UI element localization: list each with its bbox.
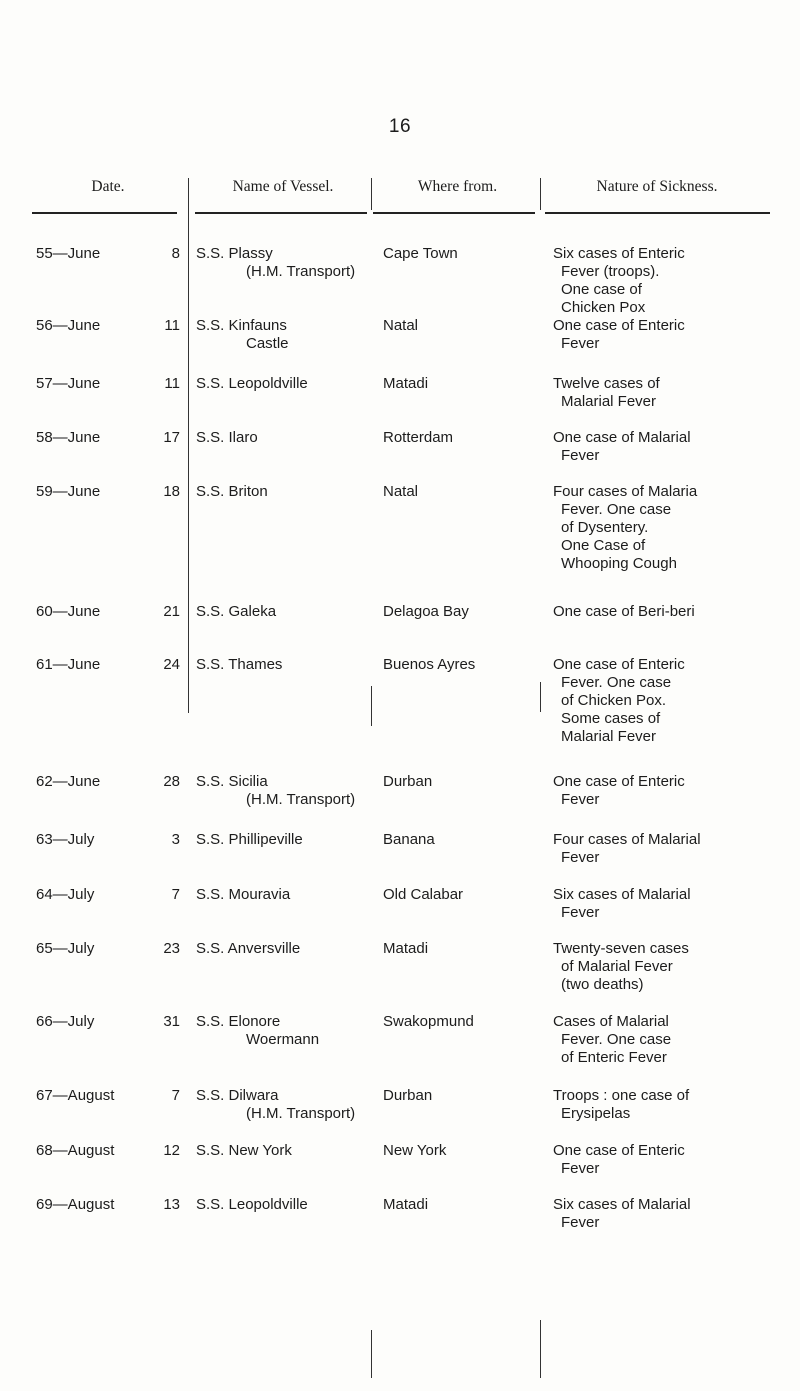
row-nature-of-sickness <box>553 940 763 994</box>
sickness-line: (two deaths) <box>561 976 644 993</box>
row-vessel <box>196 831 371 849</box>
vessel-line: S.S. Dilwara <box>196 1087 279 1104</box>
page-number: 16 <box>388 116 412 137</box>
sickness-line: Fever <box>561 1214 600 1231</box>
row-day: 23 <box>163 940 180 957</box>
row-date: 69—August <box>36 1196 115 1213</box>
row-vessel <box>196 483 371 501</box>
row-date: 56—June <box>36 317 101 334</box>
row-where-from: Cape Town <box>383 245 458 262</box>
column-divider-2 <box>371 178 372 210</box>
row-nature-of-sickness <box>553 1142 763 1178</box>
sickness-line: Six cases of Malarial <box>553 1196 691 1213</box>
row-day: 17 <box>163 429 180 446</box>
vessel-line: S.S. Galeka <box>196 603 277 620</box>
sickness-line: Chicken Pox <box>561 299 646 316</box>
row-nature-of-sickness <box>553 886 763 922</box>
row-date: 57—June <box>36 375 101 392</box>
sickness-line: One case of Enteric <box>553 773 685 790</box>
row-where-from: Matadi <box>383 940 429 957</box>
row-where-from: Buenos Ayres <box>383 656 476 673</box>
sickness-line: One case of Beri-beri <box>553 603 695 620</box>
row-vessel <box>196 375 371 393</box>
row-nature-of-sickness <box>553 1196 763 1232</box>
row-where-from: Matadi <box>383 375 429 392</box>
vessel-line: S.S. Phillipeville <box>196 831 303 848</box>
row-nature-of-sickness <box>553 656 763 746</box>
row-nature-of-sickness <box>553 1013 763 1067</box>
row-vessel <box>196 656 371 674</box>
sickness-line: One case of <box>561 281 642 298</box>
row-where-from: New York <box>383 1142 447 1159</box>
row-nature-of-sickness <box>553 483 763 573</box>
sickness-line: Fever <box>561 849 600 866</box>
sickness-line: of Malarial Fever <box>561 958 673 975</box>
column-header-date: Date. <box>91 178 125 195</box>
header-rule-nature <box>545 212 770 214</box>
row-date: 64—July <box>36 886 95 903</box>
row-nature-of-sickness <box>553 429 763 465</box>
row-vessel <box>196 245 371 281</box>
vessel-line: S.S. Leopoldville <box>196 1196 308 1213</box>
vessel-line: S.S. New York <box>196 1142 292 1159</box>
row-day: 21 <box>163 603 180 620</box>
row-nature-of-sickness <box>553 603 763 621</box>
row-vessel <box>196 1196 371 1214</box>
sickness-line: Six cases of Enteric <box>553 245 685 262</box>
sickness-line: Fever. One case <box>561 674 672 691</box>
row-nature-of-sickness <box>553 317 763 353</box>
sickness-line: Some cases of <box>561 710 661 727</box>
sickness-line: Fever <box>561 447 600 464</box>
row-nature-of-sickness <box>553 773 763 809</box>
sickness-line: One case of Enteric <box>553 317 685 334</box>
row-where-from: Old Calabar <box>383 886 464 903</box>
row-vessel <box>196 317 371 353</box>
row-where-from: Delagoa Bay <box>383 603 469 620</box>
sickness-line: One case of Enteric <box>553 1142 685 1159</box>
row-where-from: Durban <box>383 773 433 790</box>
vessel-line: Castle <box>246 335 289 352</box>
sickness-line: Whooping Cough <box>561 555 677 572</box>
row-day: 3 <box>171 831 180 848</box>
sickness-line: Twelve cases of <box>553 375 660 392</box>
row-date: 61—June <box>36 656 101 673</box>
row-date: 68—August <box>36 1142 115 1159</box>
vessel-line: S.S. Thames <box>196 656 283 673</box>
sickness-line: One case of Enteric <box>553 656 685 673</box>
column-divider-3 <box>540 178 541 210</box>
row-where-from: Swakopmund <box>383 1013 474 1030</box>
row-day: 31 <box>163 1013 180 1030</box>
vessel-line: S.S. Kinfauns <box>196 317 287 334</box>
sickness-line: of Chicken Pox. <box>561 692 667 709</box>
column-divider-7 <box>371 1330 372 1378</box>
sickness-line: Malarial Fever <box>561 393 657 410</box>
row-where-from: Banana <box>383 831 435 848</box>
vessel-line: S.S. Sicilia <box>196 773 268 790</box>
sickness-line: Fever <box>561 904 600 921</box>
sickness-line: Four cases of Malaria <box>553 483 698 500</box>
row-where-from: Matadi <box>383 1196 429 1213</box>
row-day: 8 <box>171 245 180 262</box>
column-divider-1 <box>188 178 189 713</box>
row-day: 11 <box>164 317 180 334</box>
header-rule-date <box>32 212 177 214</box>
row-where-from: Natal <box>383 483 419 500</box>
column-header-where-from: Where from. <box>417 178 498 195</box>
row-day: 7 <box>171 886 180 903</box>
sickness-line: of Dysentery. <box>561 519 649 536</box>
row-date: 60—June <box>36 603 101 620</box>
sickness-line: Fever <box>561 791 600 808</box>
row-vessel <box>196 1013 371 1049</box>
column-header-nature-of-sickness: Nature of Sickness. <box>596 178 718 195</box>
row-vessel <box>196 1087 371 1123</box>
vessel-line: (H.M. Transport) <box>246 1105 356 1122</box>
row-day: 24 <box>163 656 180 673</box>
row-day: 28 <box>163 773 180 790</box>
row-date: 67—August <box>36 1087 115 1104</box>
vessel-line: S.S. Briton <box>196 483 268 500</box>
sickness-line: Fever <box>561 1160 600 1177</box>
header-rule-vessel <box>195 212 367 214</box>
vessel-line: S.S. Plassy <box>196 245 273 262</box>
column-header-vessel: Name of Vessel. <box>232 178 334 195</box>
sickness-line: Twenty-seven cases <box>553 940 689 957</box>
row-nature-of-sickness <box>553 1087 763 1123</box>
sickness-line: Cases of Malarial <box>553 1013 669 1030</box>
row-nature-of-sickness <box>553 375 763 411</box>
sickness-line: Fever. One case <box>561 501 672 518</box>
row-date: 65—July <box>36 940 95 957</box>
row-date: 58—June <box>36 429 101 446</box>
vessel-line: S.S. Ilaro <box>196 429 258 446</box>
sickness-line: Troops : one case of <box>553 1087 690 1104</box>
row-day: 7 <box>171 1087 180 1104</box>
column-divider-5 <box>371 686 372 726</box>
header-rule-where <box>373 212 535 214</box>
vessel-line: S.S. Mouravia <box>196 886 291 903</box>
vessel-line: S.S. Anversville <box>196 940 301 957</box>
row-vessel <box>196 603 371 621</box>
row-vessel <box>196 773 371 809</box>
sickness-line: Malarial Fever <box>561 728 657 745</box>
row-vessel <box>196 429 371 447</box>
row-date: 55—June <box>36 245 101 262</box>
sickness-line: of Enteric Fever <box>561 1049 667 1066</box>
row-date: 59—June <box>36 483 101 500</box>
sickness-line: One case of Malarial <box>553 429 691 446</box>
row-nature-of-sickness <box>553 245 763 317</box>
sickness-line: Fever (troops). <box>561 263 660 280</box>
row-day: 12 <box>163 1142 180 1159</box>
column-divider-6 <box>540 1320 541 1378</box>
row-vessel <box>196 886 371 904</box>
row-day: 11 <box>164 375 180 392</box>
row-vessel <box>196 940 371 958</box>
row-where-from: Rotterdam <box>383 429 454 446</box>
vessel-line: Woermann <box>246 1031 320 1048</box>
vessel-line: (H.M. Transport) <box>246 791 356 808</box>
sickness-line: Fever. One case <box>561 1031 672 1048</box>
row-date: 63—July <box>36 831 95 848</box>
row-day: 13 <box>163 1196 180 1213</box>
row-nature-of-sickness <box>553 831 763 867</box>
vessel-line: S.S. Elonore <box>196 1013 281 1030</box>
row-day: 18 <box>163 483 180 500</box>
sickness-line: Erysipelas <box>561 1105 631 1122</box>
row-date: 66—July <box>36 1013 95 1030</box>
row-vessel <box>196 1142 371 1160</box>
row-date: 62—June <box>36 773 101 790</box>
vessel-line: (H.M. Transport) <box>246 263 356 280</box>
sickness-line: Four cases of Malarial <box>553 831 701 848</box>
sickness-line: One Case of <box>561 537 646 554</box>
row-where-from: Durban <box>383 1087 433 1104</box>
row-where-from: Natal <box>383 317 419 334</box>
sickness-line: Fever <box>561 335 600 352</box>
sickness-line: Six cases of Malarial <box>553 886 691 903</box>
column-divider-4 <box>540 682 541 712</box>
vessel-line: S.S. Leopoldville <box>196 375 308 392</box>
